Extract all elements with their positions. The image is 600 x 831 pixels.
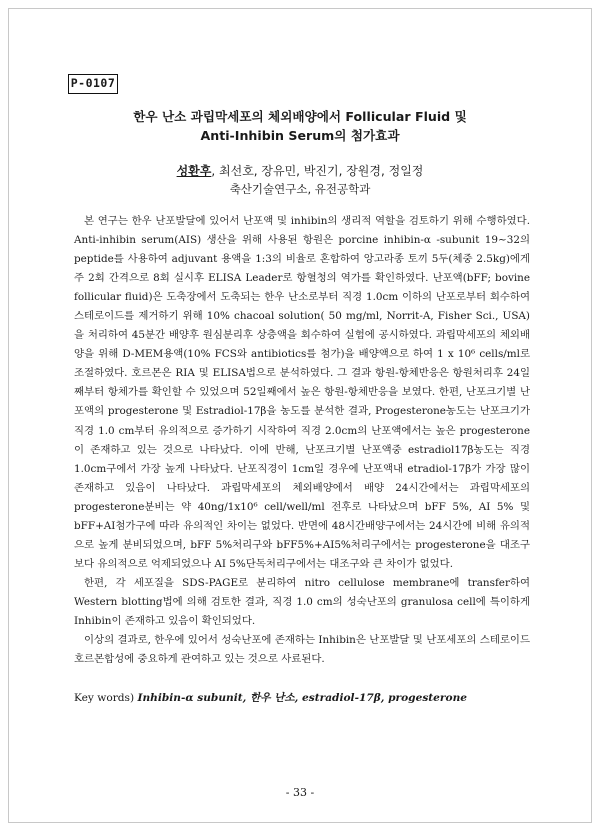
abstract-paragraph-1: 본 연구는 한우 난포발달에 있어서 난포액 및 inhibin의 생리적 역할을 검토하기 위해 수행하였다. Anti-inhibin serum(AIS) 생산을 위해 사용된 항원은 porcine inhibin-α -subunit 19∼32의 peptide를 사용하여 adjuvant 용액을 1:3의 비율로 혼합하여 앙고라종 토끼 5두(체중 2.5kg)에게 주 2회 간격으로 8회 실시후 ELISA Leader로 항혈청의 역가를 확인하였다. 난포액(bFF; bovine follicular fluid)은 도축장에서 도축되는 한우 난소로부터 직경 1.0cm 이하의 난포로부터 회수하여 스테로이드를 제거하기 위해 10% chacoal solution( 50 mg/ml, Norrit-A, Fisher Sci., USA)을 처리하여 45분간 배양후 원심분리후 상층액을 회수하여 실험에 공시하였다. 과립막세포의 체외배양을 위해 D-MEM용액(10% FCS와 antibiotics를 첨가)을 배양액으로 하여 1 x 10⁶ cells/ml로 조절하였다. 호르몬은 RIA 및 ELISA법으로 분석하였다. 그 결과 항원-항체반응은 항원처리후 24일째부터 항체가를 확인할 수 있었으며 52일째에서 높은 항원-항체반응을 보였다. 한편, 난포크기별 난포액의 progesterone 및 Estradiol-17β을 농도를 분석한 결과, Progesterone농도는 난포크기가 직경 1.0 cm부터 유의적으로 증가하기 시작하여 직경 2.0cm의 난포액에서는 높은 progesterone이 존재하고 있는 것으로 나타났다. 이에 반해, 난포크기별 난포액중 estradiol17β농도는 직경 1.0cm구에서 가장 높게 나타났다. 난포직경이 1cm일 경우에 난포액내 etradiol-17β가 가장 많이 존재하고 있음이 나타났다. 과립막세포의 체외배양에서 배양 24시간에서는 과립막세포의 progesterone분비는 약 40ng/1x10⁶ cell/well/ml 전후로 나타났으며 bFF 5%, AI 5% 및 bFF+AI첨가구에 따라 유의적인 차이는 없었다. 반면에 48시간배양구에서는 24시간에 비해 유의적으로 높게 분비되었으며, bFF 5%처리구와 bFF5%+AI5%처리구에서는 progesterone을 대조구보다 유의적으로 억제되었으나 AI 5%단독처리구에서는 대조구와 큰 차이가 없었다.	[74, 215, 530, 570]
keywords-list: Inhibin-α subunit, 한우 난소, estradiol-17β, progesterone	[137, 692, 468, 704]
abstract-paragraph-3: 이상의 결과로, 한우에 있어서 성숙난포에 존재하는 Inhibin은 난포발달 및 난포세포의 스테로이드호르몬합성에 중요하게 관여하고 있는 것으로 사료된다.	[74, 634, 530, 666]
abstract-body	[74, 212, 530, 669]
presenting-author: 성환후	[176, 164, 212, 178]
keywords-line	[74, 690, 544, 705]
affiliation: 축산기술연구소, 유전공학과	[229, 182, 371, 196]
paper-title-line-1: 한우 난소 과립막세포의 체외배양에서 Follicular Fluid 및	[133, 109, 467, 124]
page-number: - 33 -	[285, 786, 315, 799]
co-authors: , 최선호, 장유민, 박진기, 장원경, 정일정	[211, 164, 424, 178]
abstract-paragraph-2: 한편, 각 세포질을 SDS-PAGE로 분리하여 nitro cellulose membrane에 transfer하여 Western blotting법에 의해 검토한 결과, 직경 1.0 cm의 성숙난포의 granulosa cell에 특이하게 Inhibin이 존재하고 있음이 확인되었다.	[74, 576, 530, 627]
abstract-code-label: P-0107	[68, 74, 118, 94]
author-list	[60, 162, 540, 179]
keywords-label: Key words)	[74, 692, 138, 704]
paper-title-line-2: Anti-Inhibin Serum의 첨가효과	[200, 128, 400, 143]
